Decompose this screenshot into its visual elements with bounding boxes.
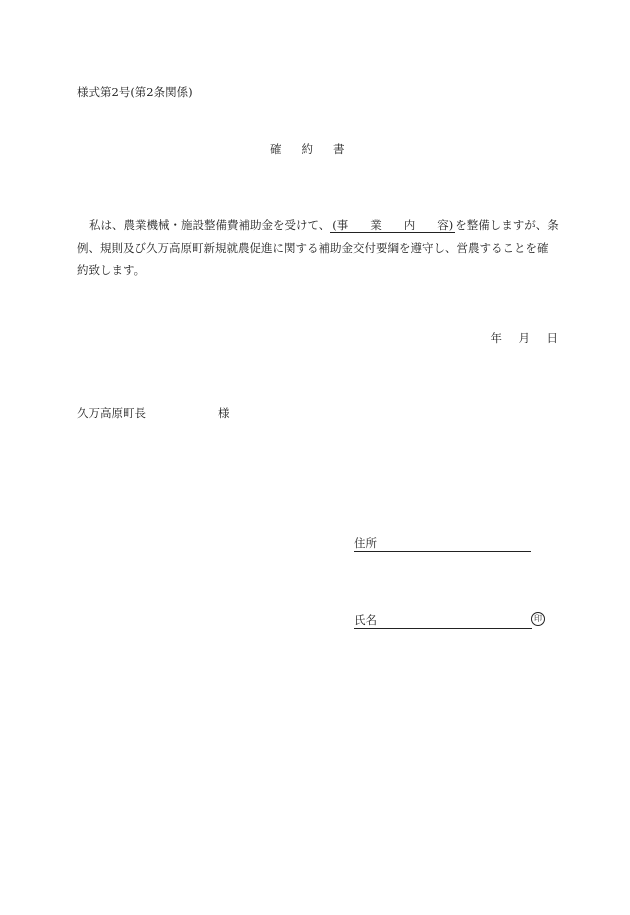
content-char: 内 xyxy=(403,218,416,232)
month-label: 月 xyxy=(518,331,530,345)
seal-mark: 印 xyxy=(531,612,545,626)
content-char: 業 xyxy=(370,218,382,232)
form-number: 様式第2号(第2条関係) xyxy=(77,85,193,99)
honorific: 様 xyxy=(218,406,230,420)
body-text-after: を整備しますが、条例、規則及び久万高原町新規就農促進に関する補助金交付要綱を遵守し、営農することを確約致します。 xyxy=(77,218,559,277)
address-label: 住所 xyxy=(354,536,377,550)
year-label: 年 xyxy=(490,331,502,345)
day-label: 日 xyxy=(546,331,558,345)
address-field[interactable] xyxy=(354,537,531,552)
content-char: 容) xyxy=(437,218,454,232)
addressee xyxy=(77,405,230,421)
pledge-body xyxy=(77,214,559,282)
content-char: (事 xyxy=(332,218,349,232)
name-field[interactable] xyxy=(354,614,532,629)
name-label: 氏名 xyxy=(354,613,377,627)
body-text-before: 私は、農業機械・施設整備費補助金を受けて、 xyxy=(89,218,331,232)
addressee-name: 久万高原町長 xyxy=(77,406,146,420)
document-title xyxy=(270,141,365,157)
business-content-field[interactable] xyxy=(330,218,455,233)
title-char: 書 xyxy=(333,142,345,156)
title-char: 確 xyxy=(270,142,282,156)
date-line[interactable] xyxy=(474,330,558,346)
title-char: 約 xyxy=(301,142,313,156)
